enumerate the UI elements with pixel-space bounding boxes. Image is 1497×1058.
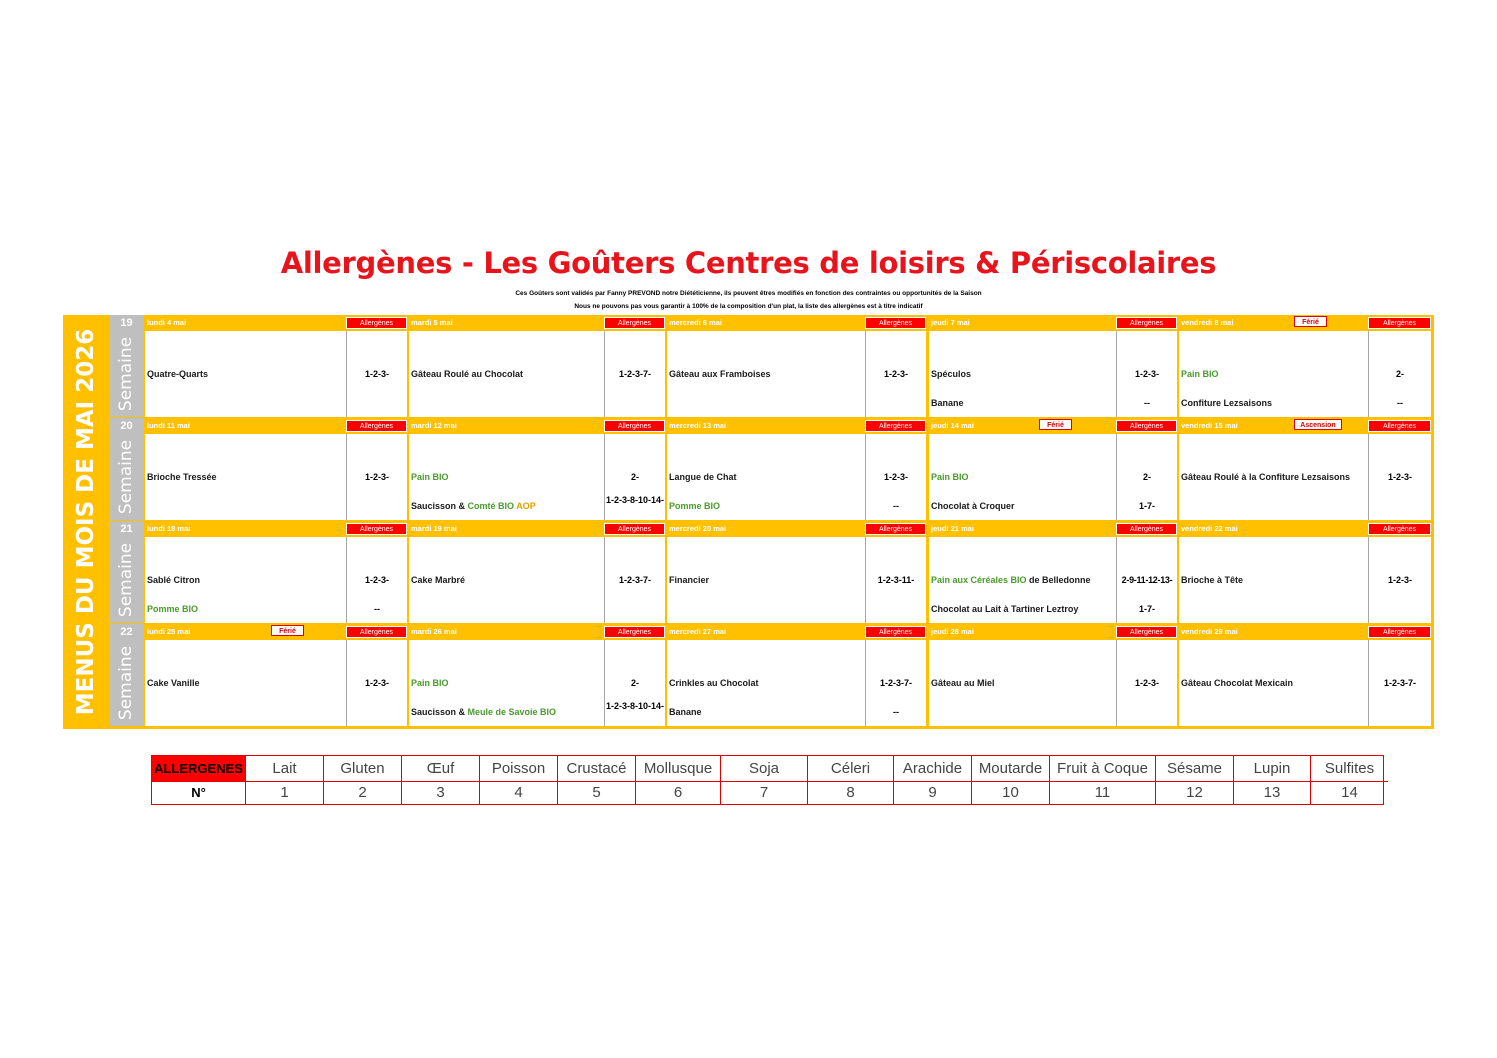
menu-item: [1181, 472, 1350, 482]
menu-item: [931, 678, 995, 688]
allergen-cell: [604, 331, 665, 417]
allergen-codes: --: [374, 604, 380, 614]
day-cell: [667, 331, 865, 417]
allergen-codes: --: [1397, 398, 1403, 408]
allergen-codes: 1-2-3-7-: [1383, 678, 1416, 688]
menu-item: [147, 604, 198, 614]
legend-allergen-name: Fruit à Coque: [1050, 756, 1156, 782]
day-date: lundi 4 mai: [145, 315, 345, 331]
allergen-cell: [346, 434, 407, 520]
day-cell: [409, 537, 604, 623]
day-date: mardi 19 mai: [409, 521, 603, 537]
allergen-header: Allergènes: [865, 523, 926, 535]
day-date: mercredi 13 mai: [667, 418, 864, 434]
day-date: jeudi 14 mai: [929, 418, 1115, 434]
allergen-codes: 1-2-3-: [883, 369, 908, 379]
day-cell: [1179, 331, 1368, 417]
allergen-codes: 2-9-11-12-13-: [1121, 575, 1173, 585]
legend-allergen-number: 6: [636, 782, 721, 804]
allergen-codes: 1-2-3-8-10-14-: [605, 495, 665, 505]
menu-item-part: Cake Marbré: [411, 575, 466, 585]
allergen-header: Allergènes: [604, 420, 665, 432]
day-date: jeudi 21 mai: [929, 521, 1115, 537]
subtitle-disclaimer: Nous ne pouvons pas vous garantir à 100% de la composition d'un plat, la liste des allergènes est à titre indicatif: [574, 303, 923, 310]
allergen-cell: [1368, 331, 1431, 417]
month-label: MENUS DU MOIS DE MAI 2026: [73, 328, 99, 716]
legend-allergen-name: Lupin: [1234, 756, 1311, 782]
menu-item-part: Gâteau au Miel: [931, 678, 995, 688]
day-cell: [145, 640, 346, 726]
allergen-codes: 1-2-3-: [1134, 678, 1159, 688]
menu-item: [669, 707, 702, 717]
day-date: vendredi 15 mai: [1179, 418, 1367, 434]
menu-item: [931, 604, 1078, 614]
week-row: [144, 624, 1434, 726]
allergen-codes: --: [893, 707, 899, 717]
allergen-header: Allergènes: [1116, 626, 1177, 638]
menu-item: [411, 678, 449, 688]
day-date: mercredi 27 mai: [667, 624, 864, 640]
legend-allergen-number: 1: [246, 782, 324, 804]
menu-item-part: Langue de Chat: [669, 472, 737, 482]
legend-allergen-name: Lait: [246, 756, 324, 782]
holiday-badge: Ascension: [1294, 419, 1342, 430]
day-cell: [929, 537, 1116, 623]
menu-item-part: Cake Vanille: [147, 678, 200, 688]
allergen-header: Allergènes: [865, 317, 926, 329]
week-number: 19: [120, 317, 133, 329]
menu-item: [669, 575, 709, 585]
allergen-header: Allergènes: [604, 523, 665, 535]
menu-item: [147, 575, 200, 585]
allergen-cell: [1116, 640, 1177, 726]
menu-item-part: Brioche Tressée: [147, 472, 217, 482]
day-date: mardi 12 mai: [409, 418, 603, 434]
day-cell: [409, 331, 604, 417]
allergen-cell: [1116, 434, 1177, 520]
menu-item-part: AOP: [516, 501, 536, 511]
day-date: mardi 5 mai: [409, 315, 603, 331]
allergen-header: Allergènes: [1368, 626, 1431, 638]
legend-allergen-number: 14: [1341, 784, 1358, 801]
day-cell: [409, 640, 604, 726]
menu-item-part: Quatre-Quarts: [147, 369, 209, 379]
week-column: [109, 624, 144, 726]
allergen-cell: [865, 640, 926, 726]
day-date: mercredi 20 mai: [667, 521, 864, 537]
menu-item: [669, 472, 737, 482]
allergen-codes: 1-2-3-: [1134, 369, 1159, 379]
allergen-codes: 1-2-3-: [364, 472, 389, 482]
day-date: mercredi 6 mai: [667, 315, 864, 331]
menu-item: [931, 369, 971, 379]
menu-item-part: Chocolat au Lait à Tartiner Leztroy: [931, 604, 1079, 614]
day-date: vendredi 29 mai: [1179, 624, 1367, 640]
menu-item: [147, 369, 208, 379]
menu-item: [931, 575, 1091, 585]
allergen-codes: 1-2-3-: [1387, 575, 1412, 585]
day-date: lundi 11 mai: [145, 418, 345, 434]
allergen-header: Allergènes: [865, 626, 926, 638]
day-date: jeudi 7 mai: [929, 315, 1115, 331]
day-cell: [667, 537, 865, 623]
week-row: [144, 418, 1434, 520]
menu-item-part: Pain aux Céréales BIO: [931, 575, 1030, 585]
legend-allergen-number: 9: [894, 782, 972, 804]
day-date: mardi 26 mai: [409, 624, 603, 640]
menu-item: [411, 472, 449, 482]
allergen-codes: 1-2-3-8-10-14-: [605, 701, 665, 711]
legend-allergen-name: Crustacé: [558, 756, 636, 782]
legend-allergen-number: 2: [324, 782, 402, 804]
page-title: Allergènes - Les Goûters Centres de loisirs & Périscolaires: [280, 246, 1217, 280]
allergen-codes: 1-2-3-: [1387, 472, 1412, 482]
legend-allergen-name: Gluten: [324, 756, 402, 782]
allergen-header: Allergènes: [1116, 523, 1177, 535]
menu-item: [411, 575, 465, 585]
allergen-codes: 1-2-3-11-: [877, 575, 915, 585]
menu-item: [411, 501, 536, 511]
legend-allergen-name: Céleri: [808, 756, 894, 782]
allergen-header: Allergènes: [1368, 317, 1431, 329]
legend-allergen-number: 5: [558, 782, 636, 804]
menu-item-part: Gâteau Roulé au Chocolat: [411, 369, 524, 379]
legend-allergen-number: 12: [1156, 782, 1234, 804]
menu-item-part: Brioche à Tête: [1181, 575, 1244, 585]
allergen-header: Allergènes: [346, 317, 407, 329]
menu-item-part: Gâteau aux Framboises: [669, 369, 771, 379]
allergen-codes: 2-: [1142, 472, 1151, 482]
allergen-cell: [865, 537, 926, 623]
menu-item: [669, 369, 771, 379]
day-date: jeudi 28 mai: [929, 624, 1115, 640]
menu-item: [1181, 369, 1219, 379]
legend-allergen-name: Moutarde: [972, 756, 1050, 782]
allergen-codes: 1-2-3-: [364, 678, 389, 688]
menu-item-part: Saucisson &: [411, 501, 468, 511]
legend-header-number: N°: [152, 782, 246, 804]
menu-item-part: Spéculos: [931, 369, 972, 379]
allergen-header: Allergènes: [1368, 523, 1431, 535]
menu-item: [931, 398, 964, 408]
legend-allergen-number: 8: [808, 782, 894, 804]
allergen-header: Allergènes: [1116, 317, 1177, 329]
menu-item: [669, 501, 720, 511]
allergen-cell: [604, 434, 665, 520]
menu-item-part: Pain BIO: [411, 678, 449, 688]
menu-item-part: Comté BIO: [467, 501, 517, 511]
allergen-codes: --: [1144, 398, 1150, 408]
allergen-header: Allergènes: [1368, 420, 1431, 432]
menu-item: [931, 501, 1015, 511]
menu-item-part: Pain BIO: [931, 472, 969, 482]
allergen-cell: [1368, 434, 1431, 520]
allergen-codes: 2-: [630, 472, 639, 482]
menu-item-part: Saucisson &: [411, 707, 468, 717]
allergen-codes: 1-2-3-: [364, 575, 389, 585]
holiday-badge: Férié: [1294, 316, 1327, 327]
menu-item: [411, 369, 523, 379]
day-cell: [145, 434, 346, 520]
legend-allergen-number: 7: [721, 782, 808, 804]
menu-item: [931, 472, 969, 482]
week-column: [109, 418, 144, 520]
holiday-badge: Férié: [271, 625, 304, 636]
legend-allergen-name: Poisson: [480, 756, 558, 782]
menu-item: [147, 472, 217, 482]
legend-allergen-number: 10: [972, 782, 1050, 804]
allergen-legend: [151, 755, 1384, 805]
allergen-header: Allergènes: [346, 523, 407, 535]
allergen-cell: [865, 331, 926, 417]
legend-allergen-name: Mollusque: [636, 756, 721, 782]
allergen-codes: 1-7-: [1138, 604, 1155, 614]
week-number: 20: [120, 420, 133, 432]
allergen-cell: [865, 434, 926, 520]
legend-allergen-name: Arachide: [894, 756, 972, 782]
week-row: [144, 521, 1434, 623]
legend-allergen-name: Sésame: [1156, 756, 1234, 782]
week-label: Semaine: [116, 645, 136, 721]
allergen-header: Allergènes: [604, 626, 665, 638]
allergen-codes: 2-: [630, 678, 639, 688]
month-banner: [63, 315, 109, 729]
allergen-cell: [1116, 537, 1177, 623]
allergen-cell: [604, 537, 665, 623]
legend-allergen-number: 11: [1050, 782, 1156, 804]
day-cell: [145, 331, 346, 417]
day-cell: [409, 434, 604, 520]
allergen-codes: 1-7-: [1138, 501, 1155, 511]
week-number: 21: [120, 523, 133, 535]
allergen-header: Allergènes: [1116, 420, 1177, 432]
legend-header-label: ALLERGENES: [152, 756, 246, 782]
allergen-codes: 1-2-3-7-: [618, 575, 651, 585]
day-cell: [929, 331, 1116, 417]
menu-item-part: Pomme BIO: [669, 501, 721, 511]
menu-item: [669, 678, 759, 688]
legend-allergen-name: Soja: [721, 756, 808, 782]
menu-item: [1181, 575, 1243, 585]
allergen-codes: 1-2-3-7-: [618, 369, 651, 379]
week-number: 22: [120, 626, 133, 638]
menu-item-part: Pain BIO: [411, 472, 449, 482]
day-cell: [667, 434, 865, 520]
menu-item-part: Pain BIO: [1181, 369, 1219, 379]
allergen-cell: [1368, 537, 1431, 623]
menu-item: [411, 707, 556, 717]
allergen-header: Allergènes: [346, 420, 407, 432]
allergen-codes: --: [893, 501, 899, 511]
menu-item-part: Confiture Lezsaisons: [1181, 398, 1273, 408]
allergen-cell: [346, 640, 407, 726]
week-label: Semaine: [116, 542, 136, 618]
week-label: Semaine: [116, 336, 136, 412]
menu-calendar: [63, 315, 1434, 729]
allergen-header: Allergènes: [604, 317, 665, 329]
allergen-header: Allergènes: [865, 420, 926, 432]
menu-item-part: Sablé Citron: [147, 575, 201, 585]
allergen-codes: 1-2-3-: [883, 472, 908, 482]
menu-item-part: Banane: [669, 707, 702, 717]
allergen-cell: [1368, 640, 1431, 726]
week-column: [109, 315, 144, 417]
allergen-cell: [346, 537, 407, 623]
allergen-cell: [604, 640, 665, 726]
allergen-cell: [346, 331, 407, 417]
day-cell: [929, 434, 1116, 520]
menu-item-part: de Belledonne: [1029, 575, 1091, 585]
day-cell: [1179, 434, 1368, 520]
allergen-codes: 2-: [1395, 369, 1404, 379]
day-date: vendredi 22 mai: [1179, 521, 1367, 537]
menu-item: [147, 678, 200, 688]
day-cell: [1179, 537, 1368, 623]
allergen-codes: 1-2-3-7-: [879, 678, 912, 688]
day-cell: [145, 537, 346, 623]
week-label: Semaine: [116, 439, 136, 515]
day-cell: [1179, 640, 1368, 726]
day-date: lundi 25 mai: [145, 624, 345, 640]
menu-item-part: Gâteau Roulé à la Confiture Lezsaisons: [1181, 472, 1351, 482]
day-cell: [929, 640, 1116, 726]
allergen-cell: [1116, 331, 1177, 417]
legend-allergen-number: 13: [1234, 782, 1311, 804]
day-date: vendredi 8 mai: [1179, 315, 1367, 331]
holiday-badge: Férié: [1039, 419, 1072, 430]
menu-item-part: Pomme BIO: [147, 604, 199, 614]
subtitle-dietitian: Ces Goûters sont validés par Fanny PREVOND notre Diététicienne, ils peuvent êtres modifiés en fonction des contraintes ou opportunités de la Saison: [515, 290, 982, 297]
legend-allergen-name: Œuf: [402, 756, 480, 782]
menu-item: [1181, 678, 1293, 688]
allergen-header: Allergènes: [346, 626, 407, 638]
legend-allergen-number: 3: [402, 782, 480, 804]
allergen-codes: 1-2-3-: [364, 369, 389, 379]
legend-allergen-number: 4: [480, 782, 558, 804]
day-date: lundi 18 mai: [145, 521, 345, 537]
menu-item-part: Gâteau Chocolat Mexicain: [1181, 678, 1294, 688]
menu-item-part: Banane: [931, 398, 964, 408]
day-cell: [667, 640, 865, 726]
week-row: [144, 315, 1434, 417]
week-column: [109, 521, 144, 623]
menu-item-part: Meule de Savoie BIO: [467, 707, 557, 717]
menu-item-part: Crinkles au Chocolat: [669, 678, 759, 688]
menu-item: [1181, 398, 1272, 408]
menu-item-part: Financier: [669, 575, 710, 585]
menu-item-part: Chocolat à Croquer: [931, 501, 1015, 511]
legend-allergen-name: Sulfites: [1311, 756, 1388, 782]
